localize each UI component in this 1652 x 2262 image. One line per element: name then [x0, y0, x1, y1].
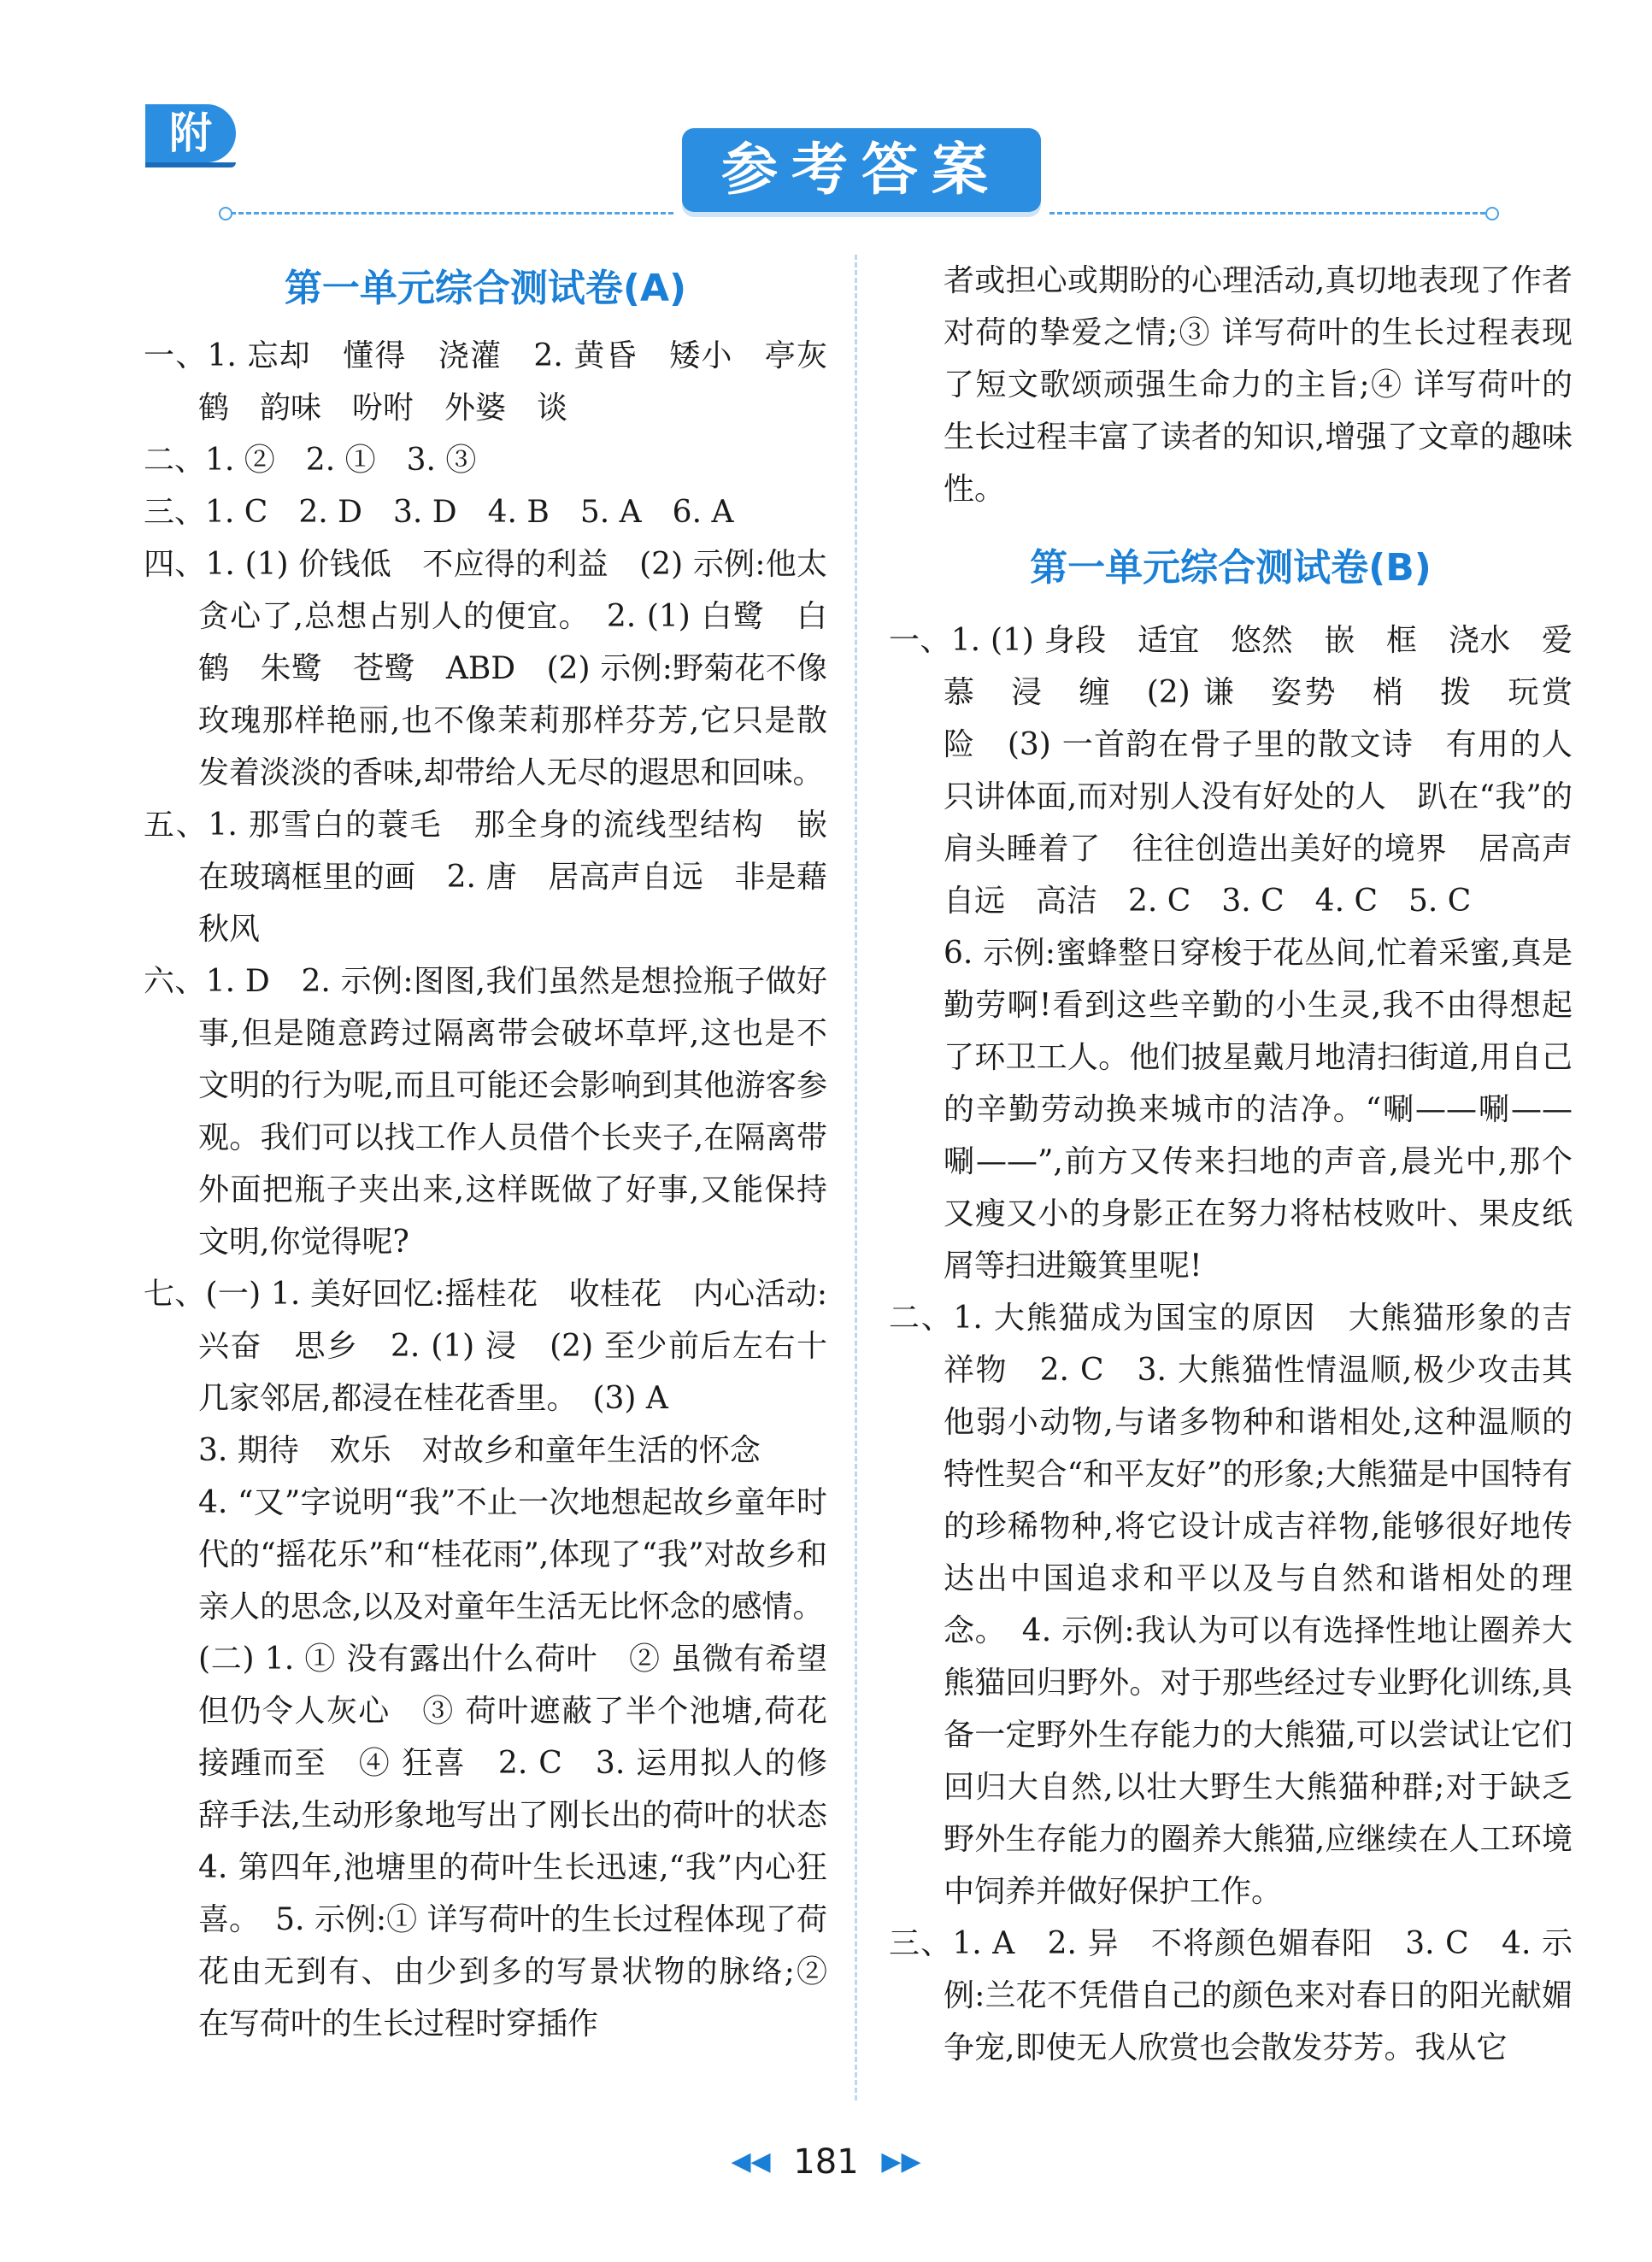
answer-paragraph: 七、(一) 1. 美好回忆:摇桂花 收桂花 内心活动:兴奋 思乡 2. (1) 浸 (2) 至少前后左右十几家邻居,都浸在桂花香里。 (3) A [144, 1277, 827, 1416]
next-arrows-icon: ▶▶ [881, 2147, 921, 2177]
header-rule-left [231, 212, 673, 214]
answer-paragraph: (二) 1. ① 没有露出什么荷叶 ② 虽微有希望但仍令人灰心 ③ 荷叶遮蔽了半个池塘,荷花接踵而至 ④ 狂喜 2. C 3. 运用拟人的修辞手法,生动形象地写出了刚长出的荷叶的状态 4. 第四年,池塘里的荷叶生长迅速,“我”内心狂喜。 5. 示例:① 详写荷叶的生长过程体现了荷花由无到有、由少到多的写景状物的脉络;② 在写荷叶的生长过程时穿插作 [198, 1642, 859, 2042]
section-title-a: 第一单元综合测试卷(A) [284, 267, 687, 310]
answer-paragraph: 六、1. D 2. 示例:图图,我们虽然是想捡瓶子做好事,但是随意跨过隔离带会破坏草坪,这也是不文明的行为呢,而且可能还会影响到其他游客参观。我们可以找工作人员借个长夹子,在隔离带外面把瓶子夹出来,这样既做了好事,又能保持文明,你觉得呢? [144, 964, 827, 1260]
answer-paragraph: 6. 示例:蜜蜂整日穿梭于花丛间,忙着采蜜,真是勤劳啊!看到这些辛勤的小生灵,我不由得想起了环卫工人。他们披星戴月地清扫街道,用自己的辛勤劳动换来城市的洁净。“唰——唰——唰——”,前方又传来扫地的声音,晨光中,那个又瘦又小的身影正在努力将枯枝败叶、果皮纸屑等扫进簸箕里呢! [944, 936, 1573, 1284]
page-footer [0, 2135, 1652, 2188]
section-title-b: 第一单元综合测试卷(B) [1030, 546, 1432, 590]
answer-paragraph: 二、1. ② 2. ① 3. ③ [144, 443, 477, 478]
right-column [889, 255, 1604, 2074]
answer-paragraph: 二、1. 大熊猫成为国宝的原因 大熊猫形象的吉祥物 2. C 3. 大熊猫性情温顺,极少攻击其他弱小动物,与诸多物种和谐相处,这种温顺的特性契合“和平友好”的形象;大熊猫是中国特有的珍稀物种,将它设计成吉祥物,能够很好地传达出中国追求和平以及与自然和谐相处的理念。 4. 示例:我认为可以有选择性地让圈养大熊猫回归野外。对于那些经过专业野化训练,具备一定野外生存能力的大熊猫,可以尝试让它们回归大自然,以壮大野生大熊猫种群;对于缺乏野外生存能力的圈养大熊猫,应继续在人工环境中饲养并做好保护工作。 [889, 1301, 1573, 1909]
page-number: 181 [793, 2142, 859, 2182]
prev-arrows-icon: ◀◀ [731, 2147, 771, 2177]
page-title: 参考答案 [682, 128, 1041, 212]
dash-dot-right [1485, 207, 1499, 220]
answer-paragraph: 一、1. 忘却 懂得 浇灌 2. 黄昏 矮小 亭灰鹤 韵味 吩咐 外婆 谈 [144, 338, 827, 426]
answer-paragraph: 三、1. A 2. 异 不将颜色媚春阳 3. C 4. 示例:兰花不凭借自己的颜色来对春日的阳光献媚争宠,即使无人欣赏也会散发芬芳。我从它 [889, 1926, 1573, 2065]
continuation-paragraph: 者或担心或期盼的心理活动,真切地表现了作者对荷的挚爱之情;③ 详写荷叶的生长过程表现了短文歌颂顽强生命力的主旨;④ 详写荷叶的生长过程丰富了读者的知识,增强了文章的趣味性。 [944, 263, 1573, 507]
answer-paragraph: 一、1. (1) 身段 适宜 悠然 嵌 框 浇水 爱慕 浸 缠 (2) 谦 姿势 梢 拨 玩赏 险 (3) 一首韵在骨子里的散文诗 有用的人 只讲体面,而对别人没有好处的人 趴在“我”的肩头睡着了 往往创造出美好的境界 居高声自远 高洁 2. C 3. C 4. C 5. C [889, 623, 1604, 919]
answer-paragraph: 五、1. 那雪白的蓑毛 那全身的流线型结构 嵌在玻璃框里的画 2. 唐 居高声自远 非是藉秋风 [144, 808, 827, 947]
answer-paragraph: 4. “又”字说明“我”不止一次地想起故乡童年时代的“摇花乐”和“桂花雨”,体现了“我”对故乡和亲人的思念,以及对童年生活无比怀念的感情。 [198, 1485, 827, 1625]
appendix-tab: 附 [145, 104, 236, 162]
header-rule-right [1049, 212, 1485, 214]
answer-paragraph: 3. 期待 欢乐 对故乡和童年生活的怀念 [198, 1433, 761, 1468]
answer-paragraph: 三、1. C 2. D 3. D 4. B 5. A 6. A [144, 495, 734, 530]
answer-paragraph: 四、1. (1) 价钱低 不应得的利益 (2) 示例:他太贪心了,总想占别人的便宜。 2. (1) 白鹭 白鹤 朱鹭 苍鹭 ABD (2) 示例:野菊花不像玫瑰那样艳丽,也不像茉莉那样芬芳,它只是散发着淡淡的香味,却带给人无尽的遐思和回味。 [144, 547, 827, 790]
left-column [144, 255, 859, 2050]
